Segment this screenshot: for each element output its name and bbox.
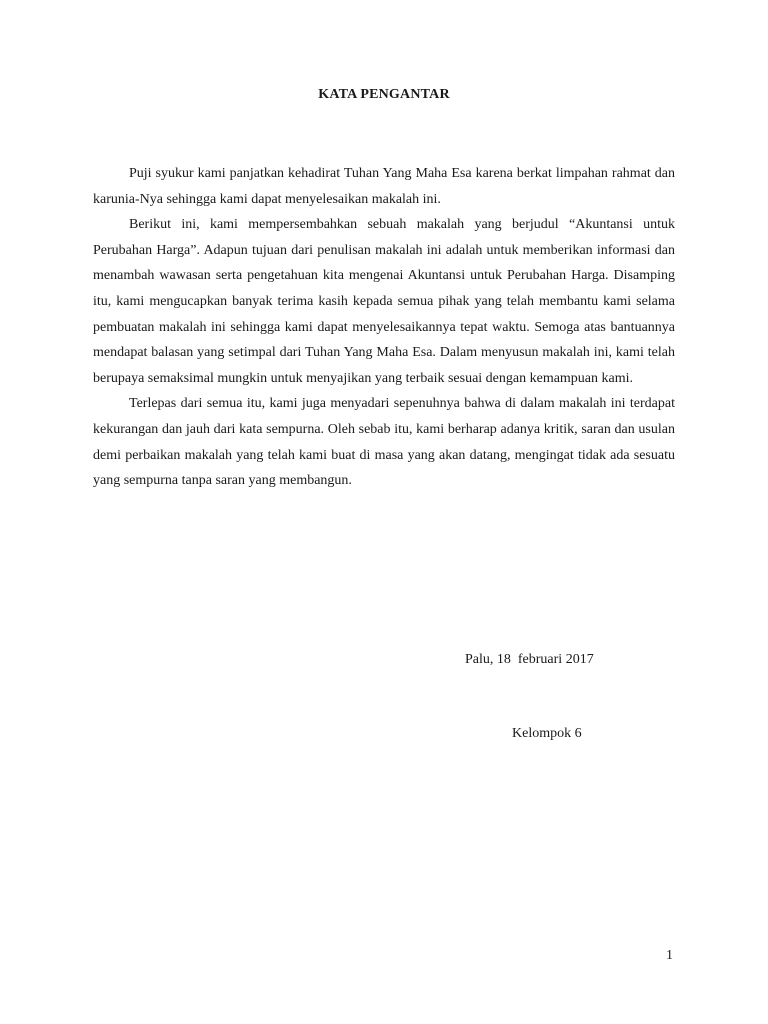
page-title: KATA PENGANTAR <box>318 87 450 102</box>
document-body <box>93 161 675 494</box>
page-number: 1 <box>666 948 673 963</box>
paragraph-1: Puji syukur kami panjatkan kehadirat Tuhan Yang Maha Esa karena berkat limpahan rahmat dan karunia-Nya sehingga kami dapat menyelesaikan makalah ini. <box>93 166 675 207</box>
signatory: Kelompok 6 <box>512 726 582 741</box>
place-date: Palu, 18 februari 2017 <box>465 652 594 667</box>
paragraph-3: Terlepas dari semua itu, kami juga menyadari sepenuhnya bahwa di dalam makalah ini terdapat kekurangan dan jauh dari kata sempurna. Oleh sebab itu, kami berharap adanya kritik, saran dan usulan demi perbaikan makalah yang telah kami buat di masa yang akan datang, mengingat tidak ada sesuatu yang sempurna tanpa saran yang membangun. <box>93 396 675 489</box>
paragraph-2: Berikut ini, kami mempersembahkan sebuah makalah yang berjudul “Akuntansi untuk Perubahan Harga”. Adapun tujuan dari penulisan makalah ini adalah untuk memberikan informasi dan menambah wawasan serta pengetahuan kita mengenai Akuntansi untuk Perubahan Harga. Disamping itu, kami mengucapkan banyak terima kasih kepada semua pihak yang telah membantu kami selama pembuatan makalah ini sehingga kami dapat menyelesaikannya tepat waktu. Semoga atas bantuannya mendapat balasan yang setimpal dari Tuhan Yang Maha Esa. Dalam menyusun makalah ini, kami telah berupaya semaksimal mungkin untuk menyajikan yang terbaik sesuai dengan kemampuan kami. <box>93 217 675 386</box>
